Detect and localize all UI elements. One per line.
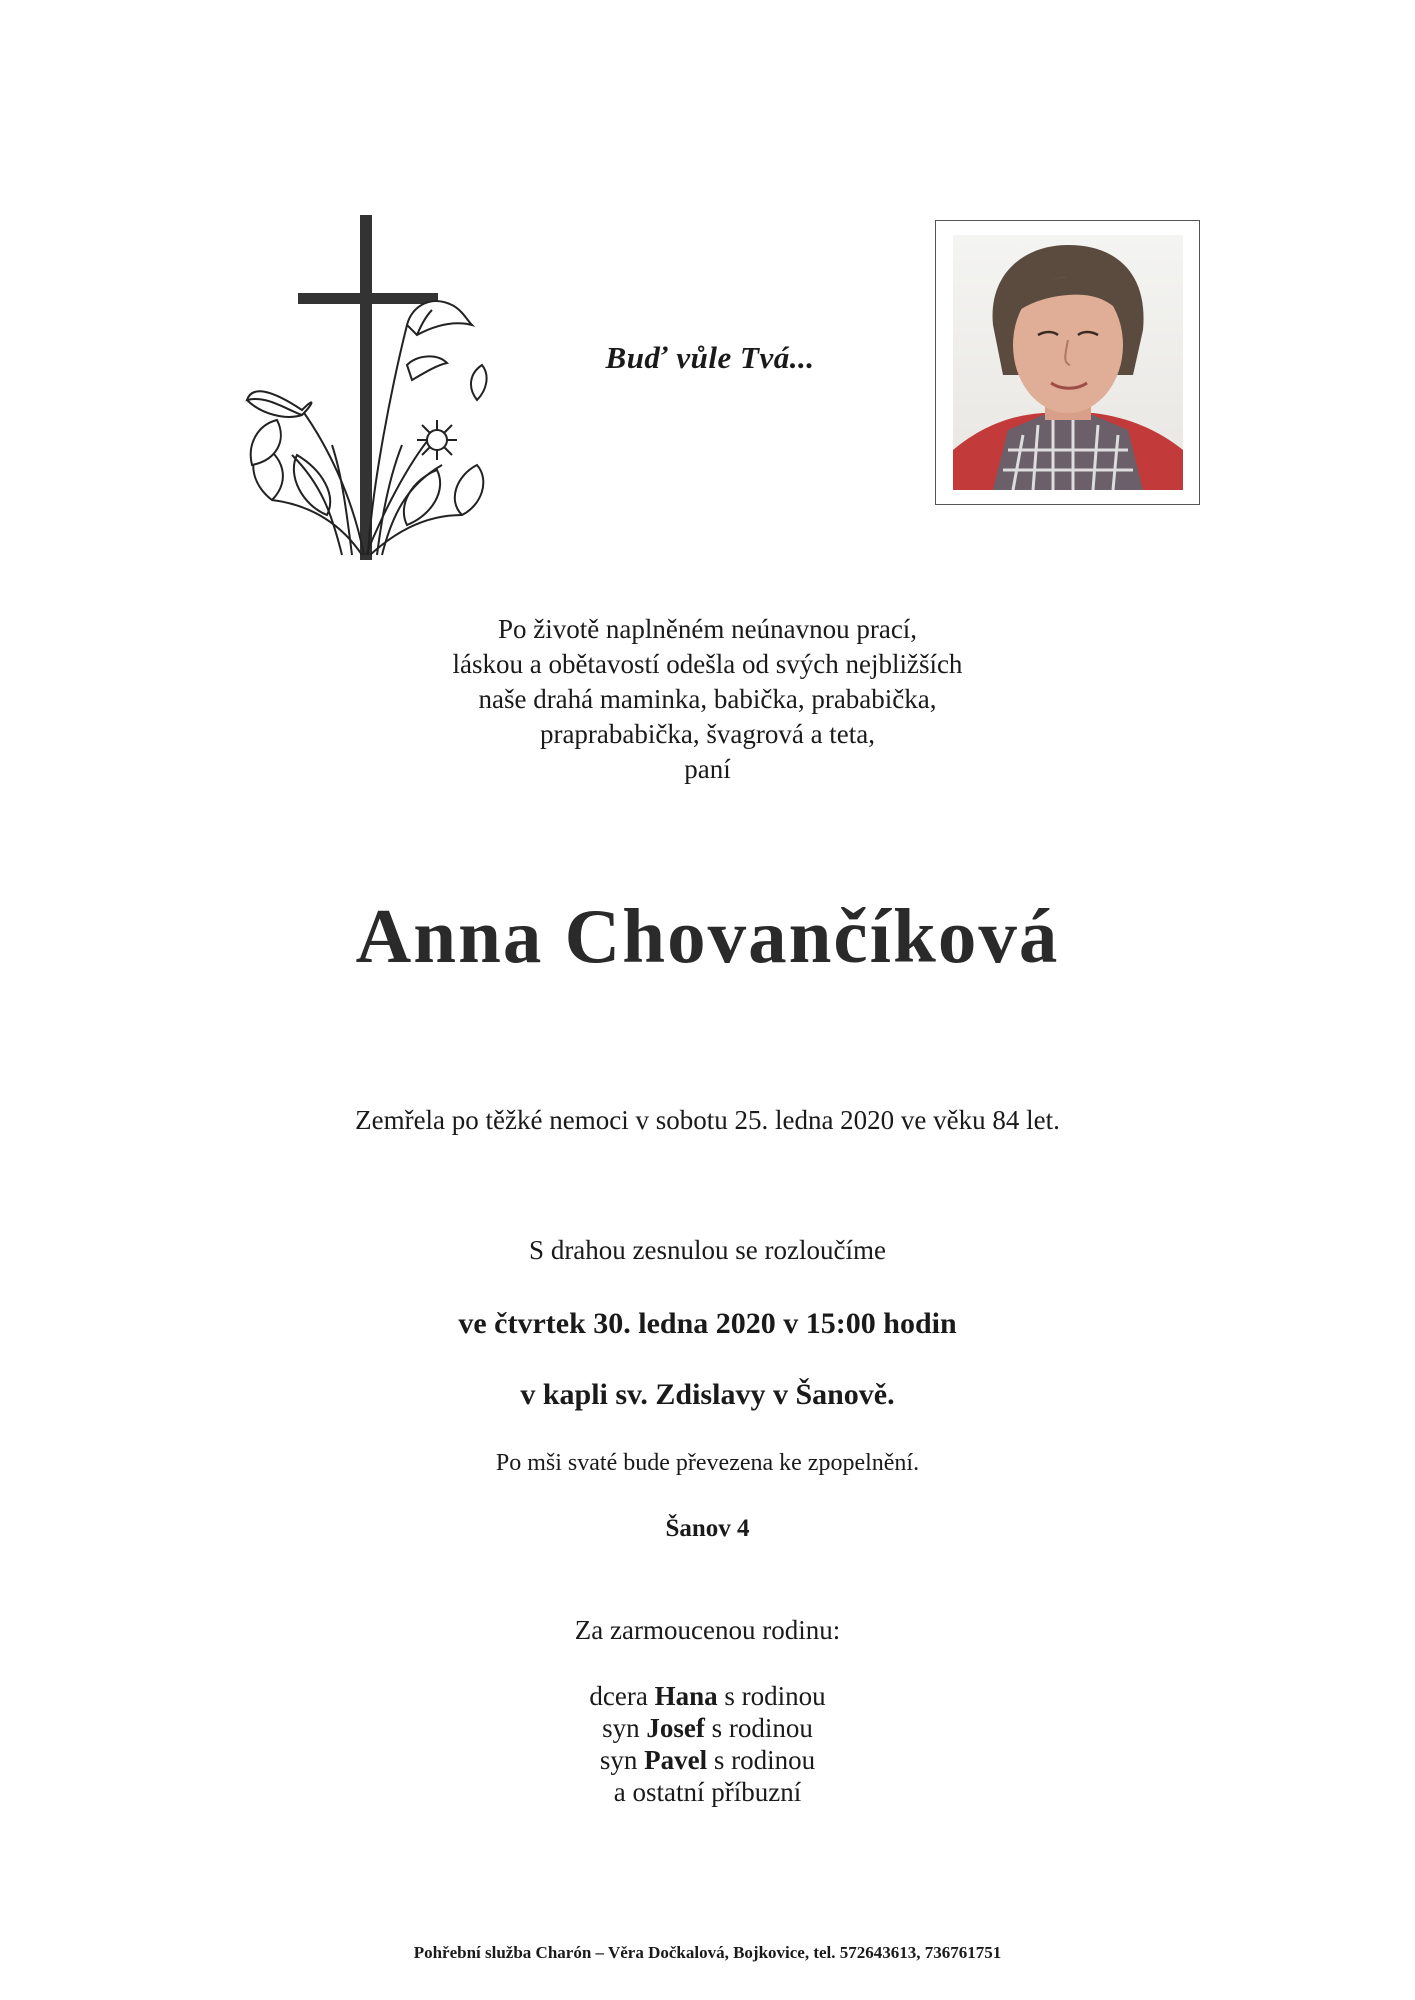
family-list xyxy=(200,1680,1215,1808)
member-name: Josef xyxy=(646,1713,705,1743)
ceremony-note: Po mši svaté bude převezena ke zpopelnění. xyxy=(495,1450,920,1476)
motto: Buď vůle Tvá... xyxy=(605,340,815,375)
funeral-service-footer: Pohřební služba Charón – Věra Dočkalová, Bojkovice, tel. 572643613, 736761751 xyxy=(413,1943,1002,1962)
cross-icon xyxy=(232,215,494,560)
relation-label: dcera xyxy=(589,1681,655,1711)
intro-text xyxy=(300,612,1115,787)
intro-line: Po životě naplněném neúnavnou prací, xyxy=(497,614,918,644)
member-suffix: s rodinou xyxy=(717,1681,826,1711)
intro-line: praprababička, švagrová a teta, xyxy=(539,719,876,749)
deceased-name: Anna Chovančíková xyxy=(355,893,1060,979)
other-relatives: a ostatní příbuzní xyxy=(613,1777,802,1807)
family-intro: Za zarmoucenou rodinu: xyxy=(574,1615,841,1645)
family-address: Šanov 4 xyxy=(665,1515,750,1542)
member-name: Hana xyxy=(654,1681,718,1711)
intro-line: naše drahá maminka, babička, prababička, xyxy=(478,684,937,714)
farewell-intro: S drahou zesnulou se rozloučíme xyxy=(529,1235,886,1265)
portrait-photo-frame xyxy=(935,220,1200,505)
member-suffix: s rodinou xyxy=(704,1713,813,1743)
family-member xyxy=(200,1744,1215,1776)
member-name: Pavel xyxy=(644,1745,708,1775)
portrait-photo xyxy=(953,235,1183,490)
intro-line: paní xyxy=(684,754,731,784)
relation-label: syn xyxy=(602,1713,647,1743)
family-member xyxy=(200,1680,1215,1712)
member-suffix: s rodinou xyxy=(707,1745,816,1775)
intro-line: láskou a obětavostí odešla od svých nejbližších xyxy=(452,649,963,679)
family-member xyxy=(200,1712,1215,1744)
death-notice: Zemřela po těžké nemoci v sobotu 25. ledna 2020 ve věku 84 let. xyxy=(355,1105,1060,1135)
ceremony-location: v kapli sv. Zdislavy v Šanově. xyxy=(520,1378,895,1411)
ceremony-date-time: ve čtvrtek 30. ledna 2020 v 15:00 hodin xyxy=(458,1307,957,1340)
relation-label: syn xyxy=(599,1745,645,1775)
cross-with-lilies-illustration xyxy=(232,215,494,560)
